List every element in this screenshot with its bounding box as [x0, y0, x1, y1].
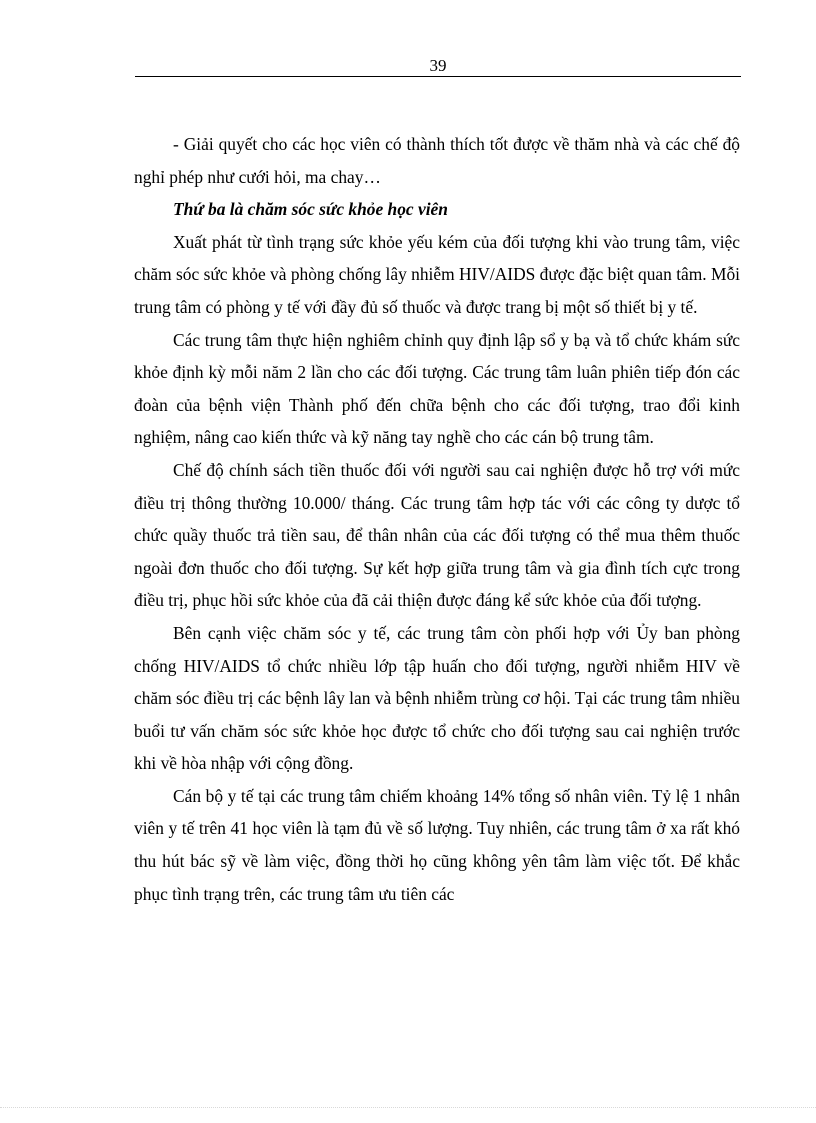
page-header	[135, 56, 741, 77]
paragraph-medical-staff: Cán bộ y tế tại các trung tâm chiếm khoảng 14% tổng số nhân viên. Tỷ lệ 1 nhân viên y tế trên 41 học viên là tạm đủ về số lượng. Tuy nhiên, các trung tâm ở xa rất khó thu hút bác sỹ về làm việc, đồng thời họ cũng không yên tâm làm việc tốt. Để khắc phục tình trạng trên, các trung tâm ưu tiên các	[134, 785, 740, 904]
document-body	[134, 128, 740, 910]
paragraph-hiv-training: Bên cạnh việc chăm sóc y tế, các trung tâm còn phối hợp với Ủy ban phòng chống HIV/AIDS tổ chức nhiều lớp tập huấn cho đối tượng, người nhiễm HIV về chăm sóc điều trị các bệnh lây lan và bệnh nhiễm trùng cơ hội. Tại các trung tâm nhiều buổi tư vấn chăm sóc sức khỏe học được tổ chức cho đối tượng sau cai nghiện trước khi về hòa nhập với cộng đồng.	[134, 622, 740, 774]
paragraph-health-care: Xuất phát từ tình trạng sức khỏe yếu kém của đối tượng khi vào trung tâm, việc chăm sóc sức khỏe và phòng chống lây nhiễm HIV/AIDS được đặc biệt quan tâm. Mỗi trung tâm có phòng y tế với đầy đủ số thuốc và được trang bị một số thiết bị y tế.	[134, 231, 740, 317]
page-number: 39	[429, 56, 447, 75]
paragraph-medicine-policy: Chế độ chính sách tiền thuốc đối với người sau cai nghiện được hỗ trợ với mức điều trị thông thường 10.000/ tháng. Các trung tâm hợp tác với các công ty dược tổ chức quầy thuốc trả tiền sau, để thân nhân của các đối tượng có thể mua thêm thuốc ngoài đơn thuốc cho đối tượng. Sự kết hợp giữa trung tâm và gia đình tích cực trong điều trị, phục hồi sức khỏe của đã cải thiện được đáng kể sức khỏe của đối tượng.	[134, 459, 740, 611]
paragraph-health-checkups: Các trung tâm thực hiện nghiêm chỉnh quy định lập sổ y bạ và tổ chức khám sức khỏe định kỳ mỗi năm 2 lần cho các đối tượng. Các trung tâm luân phiên tiếp đón các đoàn của bệnh viện Thành phố đến chữa bệnh cho các đối tượng, trao đổi kinh nghiệm, nâng cao kiến thức và kỹ năng tay nghề cho các cán bộ trung tâm.	[134, 329, 740, 448]
paragraph-leave-policy: - Giải quyết cho các học viên có thành thích tốt được về thăm nhà và các chế độ nghỉ phép như cưới hỏi, ma chay…	[134, 134, 740, 187]
page-bottom-divider	[0, 1107, 816, 1108]
section-heading: Thứ ba là chăm sóc sức khỏe học viên	[173, 199, 448, 220]
